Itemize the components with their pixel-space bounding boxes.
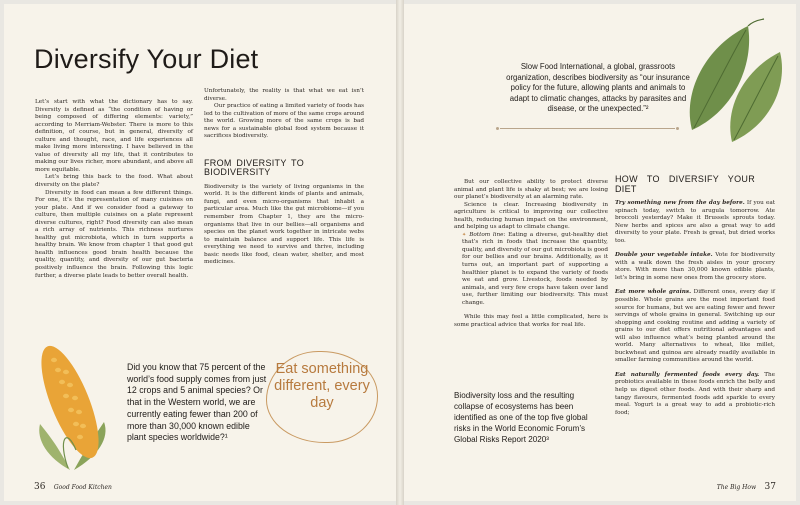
tip-text: Different ones, every day if possible. Whole grains are the most important food source for humans, but we are eating fewer and fewer servings of whole grains in general. Switching up our shopping and cooking routine and adding a variety of grains to our diet offers nutritional advantages and will also influence what’s being planted around the world. Many alternatives to wheat, like millet, buckwheat and quinoa are already readily available in smaller farming communities around the world.	[615, 289, 775, 364]
paragraph: Unfortunately, the reality is that what we eat isn’t diverse.	[204, 88, 364, 102]
slow-food-quote: Slow Food International, a global, grassroots organization, describes biodiversity as “our insurance policy for the future, allowing plants and animals to adapt to climatic changes, attacks by parasites and disease, or the unexpected.”²	[506, 62, 690, 114]
paragraph: Our practice of eating a limited variety of foods has led to the cultivation of more of the same crops around the world. Growing more of the same crops is bad news for a sustainable global food system because it sacrifices biodiversity.	[204, 103, 364, 140]
running-head: Good Food Kitchen	[53, 484, 112, 491]
tip-label: Try something new from the day before.	[615, 200, 745, 206]
leaves-illustration	[672, 18, 792, 148]
paragraph: Biodiversity is the variety of living organisms in the world. It is the different kinds of plants and animals, fungi, and even micro-organisms that inhabit a particular area. Much like the gut microbiome—if you remember from Chapter 1, they are the micro-organisms that live in our bellies—all organisms and species on the planet work together in intricate webs to maintain balance and support life. This life is everything we need to survive and thrive, including basic needs like food, clean water, shelter, and most medicines.	[204, 183, 364, 266]
paragraph: But our collective ability to protect diverse animal and plant life is shaky at best; we are losing our planet’s biodiversity at an alarming rate.	[454, 179, 608, 201]
page-number: 37	[764, 482, 776, 492]
left-page	[4, 4, 396, 501]
page-number: 36	[34, 482, 46, 492]
right-footer	[717, 482, 776, 492]
page-title: Diversify Your Diet	[34, 44, 259, 74]
tip	[615, 289, 775, 364]
right-page	[404, 4, 796, 501]
corn-cob	[30, 339, 110, 464]
paragraph: Science is clear. Increasing biodiversity in agriculture is critical to improving our collective health, reducing human impact on the environment, and helping us adapt to climate change.	[454, 201, 608, 231]
tip-text: If you eat spinach today, switch to arugula tomorrow. Ate broccoli yesterday? Make it Brussels sprouts today. New herbs and spices are also a great way to add diversity to your plate. Fresh is great, but dried works too.	[615, 200, 775, 244]
tip-label: Double your vegetable intake.	[615, 252, 713, 259]
section-heading: FROM DIVERSITY TO BIODIVERSITY	[204, 157, 304, 178]
paragraph: Let’s start with what the dictionary has to say. Diversity is defined as “the condition of having or being composed of differing elements: variety,” according to Merriam-Webster. There is more to this definition, of course, but in general, diversity of culture and thought, race, and life experiences all make living more interesting. I have believed in the value of diversity all my life, that it contributes to making our lives richer, more abundant, and above all more equitable.	[35, 99, 193, 173]
left-footer	[34, 482, 112, 492]
section-heading: HOW TO DIVERSIFY YOUR DIET	[615, 174, 755, 194]
right-column-1	[454, 179, 608, 329]
quote-rule	[500, 128, 675, 129]
tip-label: Eat more whole grains.	[615, 289, 692, 296]
tip	[615, 200, 775, 245]
book-gutter	[396, 0, 404, 505]
paragraph: Let’s bring this back to the food. What about diversity on the plate?	[35, 174, 193, 189]
tip-label: Eat naturally fermented foods every day.	[615, 371, 760, 378]
right-column-2	[615, 175, 775, 417]
bullet-icon: ✦	[462, 231, 467, 238]
paragraph: While this may feel a little complicated, here is some practical advice that works for real life.	[454, 314, 608, 328]
corn-callout: Did you know that 75 percent of the world’s food supply comes from just 12 crops and 5 animal species? Or that in the Western world, we are currently eating fewer than 200 of more than 30,000 known edible plant species worldwide?¹	[127, 362, 267, 443]
running-head: The Big How	[716, 484, 757, 491]
corn-illustration	[18, 330, 128, 480]
tip	[615, 252, 775, 282]
eat-badge-text: Eat something different, every day	[274, 361, 370, 411]
left-column-1	[35, 99, 193, 280]
tip-text: Vote for biodiversity with a walk down the fresh aisles in your grocery store. With more than 30,000 known edible plants, let’s bring in some new ones from the grocery store.	[615, 252, 776, 281]
bottom-line-paragraph	[454, 232, 608, 307]
bottom-line-label: Bottom line:	[469, 231, 506, 238]
rule-dot	[496, 127, 499, 130]
bottom-line-text: Eating a diverse, gut-healthy diet that’s rich in foods that increase the quantity, quality, and diversity of our gut microbiota is good for our bellies and our brains. Additionally, as it turns out, an important part of supporting a healthier planet is to expand the variety of foods we eat and grow. Livestock, foods needed by animals, and very few crops have taken over land use, further limiting our biodiversity. This must change.	[462, 231, 608, 306]
tip	[615, 372, 775, 417]
tip-text: The probiotics available in these foods enrich the belly and help us digest other foods. And with their sharp and tangy flavours, fermented foods add sparkle to every meal. Yogurt is a great way to add a probiotic-rich food;	[615, 371, 776, 416]
paragraph: Diversity in food can mean a few different things. For one, it’s the representation of many cuisines on your plate. And if we consider food a gateway to culture, then multiple cuisines on a plate represent diverse cultures, right? Food diversity can also mean a rich array of nutrients. This richness nurtures healthy gut microbiota, which in turn supports a healthy brain. We know from chapter 1 that good gut health influences good brain health because the quality, quantity, and diversity of our gut bacteria positively influence the brain. Following this logic further, a diverse plate leads to better overall health.	[35, 189, 193, 279]
biodiversity-callout: Biodiversity loss and the resulting collapse of ecosystems has been identified as one of the top five global risks in the World Economic Forum’s Global Risks Report 2020³	[454, 391, 588, 444]
left-column-2	[204, 88, 364, 267]
